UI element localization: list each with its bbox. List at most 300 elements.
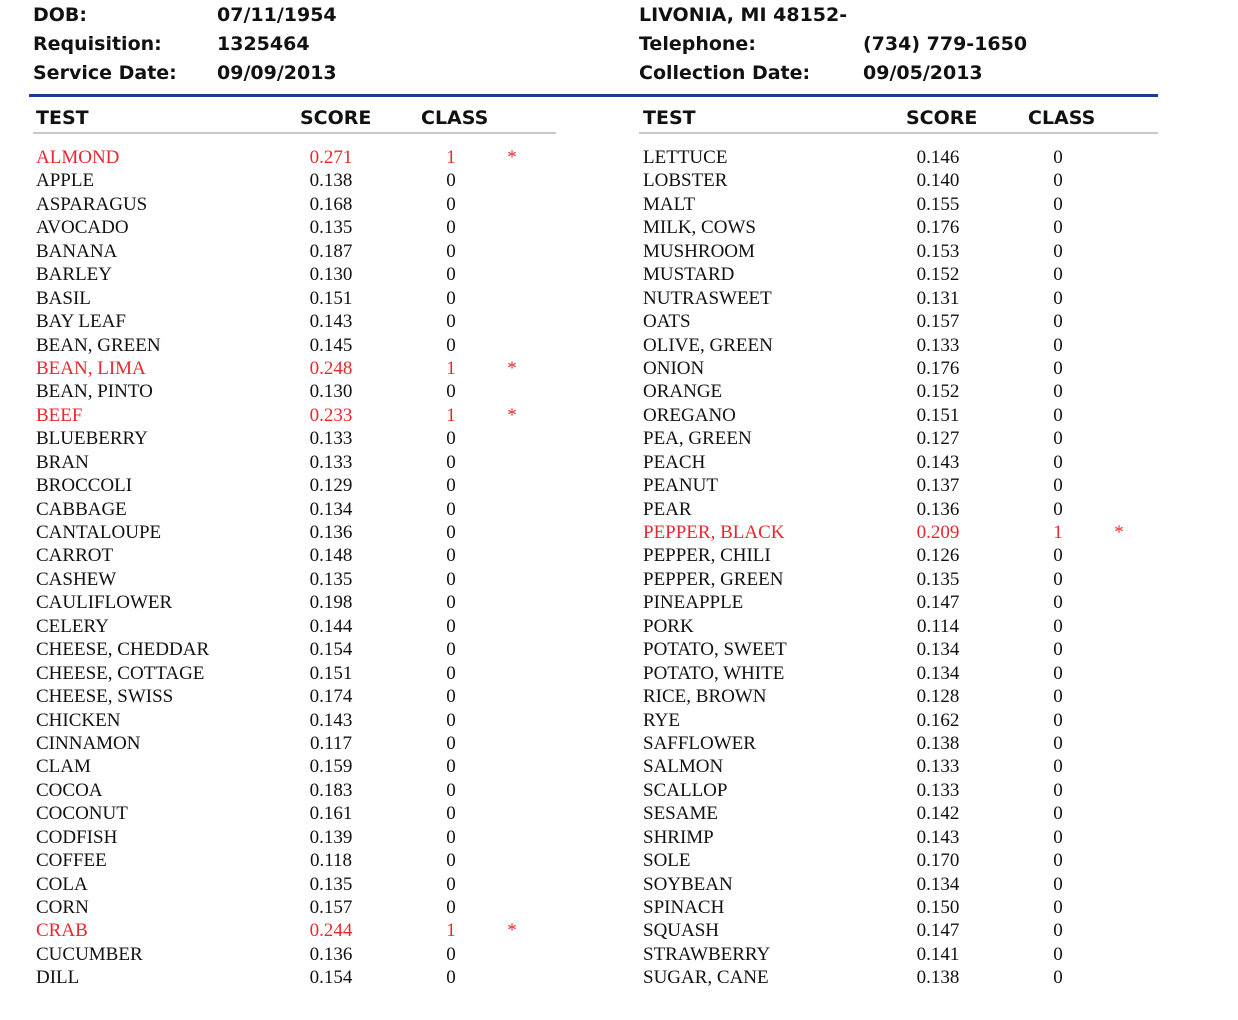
table-row: [643, 169, 1143, 192]
score-value: 0.157: [916, 311, 960, 333]
class-value: 1: [1053, 522, 1063, 543]
score-value: 0.133: [309, 428, 353, 450]
table-row: [36, 521, 536, 544]
test-name: CHEESE, CHEDDAR: [36, 639, 210, 661]
class-value: 0: [446, 709, 456, 731]
test-name: NUTRASWEET: [643, 287, 772, 309]
table-row: [643, 966, 1143, 989]
class-value: 0: [446, 428, 456, 450]
table-row: [643, 357, 1143, 380]
table-row: [36, 240, 536, 263]
test-name: CELERY: [36, 615, 109, 637]
class-value: 0: [446, 967, 456, 989]
table-row: [36, 263, 536, 286]
test-name: POTATO, WHITE: [643, 662, 785, 684]
flag-marker: *: [507, 920, 517, 942]
score-value: 0.135: [916, 568, 960, 590]
test-name: APPLE: [36, 170, 95, 192]
table-row: [36, 334, 536, 357]
left-class-heading: CLASS: [421, 107, 489, 129]
class-value: 0: [446, 545, 456, 567]
class-value: 1: [446, 404, 456, 426]
score-value: 0.209: [916, 522, 960, 543]
table-row: [643, 662, 1143, 685]
test-name: CORN: [36, 897, 89, 918]
test-name: MALT: [643, 193, 696, 215]
table-row: [643, 685, 1143, 708]
score-value: 0.137: [916, 475, 960, 497]
score-value: 0.128: [916, 686, 960, 708]
test-name: SCALLOP: [643, 779, 728, 801]
score-value: 0.148: [309, 545, 353, 567]
left-test-heading: TEST: [36, 107, 89, 129]
address-city-line: LIVONIA, MI 48152-: [639, 4, 848, 26]
test-name: PEAR: [643, 498, 692, 520]
score-value: 0.143: [309, 311, 353, 333]
service-date-label: Service Date:: [33, 62, 177, 84]
score-value: 0.139: [309, 826, 353, 848]
class-value: 0: [446, 732, 456, 754]
class-value: 0: [446, 475, 456, 497]
table-row: [36, 544, 536, 567]
table-row: [36, 498, 536, 521]
table-row: [36, 779, 536, 802]
score-value: 0.135: [309, 217, 353, 239]
table-row: [36, 685, 536, 708]
class-value: 0: [1053, 451, 1063, 473]
test-name: RICE, BROWN: [643, 686, 767, 708]
test-name: CHICKEN: [36, 709, 121, 731]
table-row: [36, 287, 536, 310]
class-value: 1: [446, 920, 456, 942]
table-row: [643, 826, 1143, 849]
score-value: 0.138: [916, 967, 960, 989]
class-value: 0: [1053, 873, 1063, 895]
class-value: 0: [1053, 943, 1063, 965]
telephone-value: (734) 779-1650: [863, 33, 1028, 55]
class-value: 0: [1053, 779, 1063, 801]
class-value: 0: [446, 639, 456, 661]
collection-date-value: 09/05/2013: [863, 62, 983, 84]
score-value: 0.145: [309, 334, 353, 356]
score-value: 0.233: [309, 404, 353, 426]
class-value: 0: [446, 522, 456, 543]
test-name: BEAN, LIMA: [36, 357, 146, 379]
score-value: 0.130: [309, 264, 353, 286]
score-value: 0.248: [309, 357, 353, 379]
score-value: 0.134: [309, 498, 353, 520]
test-name: SALMON: [643, 756, 724, 778]
class-value: 0: [446, 217, 456, 239]
score-value: 0.114: [916, 615, 960, 637]
test-name: CLAM: [36, 756, 91, 778]
test-name: OATS: [643, 311, 691, 333]
class-value: 0: [446, 779, 456, 801]
class-value: 0: [1053, 803, 1063, 825]
table-row: [36, 732, 536, 755]
class-value: 0: [1053, 217, 1063, 239]
table-row: [36, 802, 536, 825]
class-value: 0: [1053, 287, 1063, 309]
class-value: 1: [446, 147, 456, 168]
test-name: CARROT: [36, 545, 114, 567]
left-score-heading: SCORE: [300, 107, 372, 129]
score-value: 0.187: [309, 240, 353, 262]
test-name: PINEAPPLE: [643, 592, 744, 614]
table-row: [36, 474, 536, 497]
class-value: 0: [1053, 475, 1063, 497]
test-name: SOYBEAN: [643, 873, 733, 895]
dob-value: 07/11/1954: [217, 4, 337, 26]
table-row: [36, 849, 536, 872]
table-row: [643, 240, 1143, 263]
table-row: [643, 591, 1143, 614]
score-value: 0.135: [309, 873, 353, 895]
table-row: [643, 451, 1143, 474]
score-value: 0.154: [309, 967, 353, 989]
right-results-table: [643, 146, 1143, 990]
score-value: 0.176: [916, 357, 960, 379]
table-row: [36, 615, 536, 638]
right-class-heading: CLASS: [1028, 107, 1096, 129]
test-name: SESAME: [643, 803, 718, 825]
test-name: SHRIMP: [643, 826, 714, 848]
score-value: 0.150: [916, 897, 960, 918]
table-row: [36, 709, 536, 732]
table-row: [643, 216, 1143, 239]
score-value: 0.168: [309, 193, 353, 215]
header-divider: [29, 94, 1158, 97]
score-value: 0.183: [309, 779, 353, 801]
table-row: [643, 873, 1143, 896]
flag-marker: *: [507, 404, 517, 426]
class-value: 0: [1053, 240, 1063, 262]
score-value: 0.130: [309, 381, 353, 403]
test-name: PEANUT: [643, 475, 718, 497]
table-row: [643, 849, 1143, 872]
class-value: 0: [446, 193, 456, 215]
class-value: 0: [446, 264, 456, 286]
test-name: PEPPER, CHILI: [643, 545, 771, 567]
table-row: [36, 966, 536, 989]
table-row: [643, 615, 1143, 638]
score-value: 0.152: [916, 264, 960, 286]
test-name: MUSHROOM: [643, 240, 755, 262]
score-value: 0.141: [916, 943, 960, 965]
class-value: 0: [1053, 850, 1063, 872]
score-value: 0.198: [309, 592, 353, 614]
test-name: BROCCOLI: [36, 475, 133, 497]
class-value: 0: [446, 451, 456, 473]
flag-marker: *: [507, 147, 517, 168]
table-row: [643, 779, 1143, 802]
test-name: PEPPER, BLACK: [643, 522, 785, 543]
class-value: 0: [446, 311, 456, 333]
class-value: 0: [1053, 193, 1063, 215]
class-value: 0: [1053, 592, 1063, 614]
test-name: CANTALOUPE: [36, 522, 162, 543]
score-value: 0.159: [309, 756, 353, 778]
score-value: 0.153: [916, 240, 960, 262]
score-value: 0.134: [916, 639, 960, 661]
table-row: [643, 732, 1143, 755]
test-name: BEEF: [36, 404, 83, 426]
test-name: SOLE: [643, 850, 691, 872]
dob-label: DOB:: [33, 4, 88, 26]
class-value: 0: [1053, 147, 1063, 168]
right-heading-underline: [639, 132, 1158, 134]
class-value: 0: [1053, 662, 1063, 684]
test-name: LETTUCE: [643, 147, 728, 168]
score-value: 0.154: [309, 639, 353, 661]
test-name: COLA: [36, 873, 88, 895]
score-value: 0.176: [916, 217, 960, 239]
class-value: 0: [446, 240, 456, 262]
score-value: 0.138: [916, 732, 960, 754]
test-name: BRAN: [36, 451, 89, 473]
test-name: PORK: [643, 615, 694, 637]
score-value: 0.140: [916, 170, 960, 192]
class-value: 0: [1053, 897, 1063, 918]
class-value: 0: [1053, 756, 1063, 778]
score-value: 0.146: [916, 147, 960, 168]
table-row: [643, 709, 1143, 732]
test-name: CODFISH: [36, 826, 118, 848]
score-value: 0.127: [916, 428, 960, 450]
service-date-value: 09/09/2013: [217, 62, 337, 84]
table-row: [36, 380, 536, 403]
score-value: 0.118: [309, 850, 353, 872]
table-row: [643, 380, 1143, 403]
class-value: 0: [446, 334, 456, 356]
table-row: [36, 943, 536, 966]
class-value: 0: [1053, 404, 1063, 426]
test-name: CINNAMON: [36, 732, 141, 754]
test-name: ONION: [643, 357, 705, 379]
score-value: 0.151: [916, 404, 960, 426]
table-row: [36, 146, 536, 169]
score-value: 0.157: [309, 897, 353, 918]
class-value: 0: [1053, 381, 1063, 403]
table-row: [36, 755, 536, 778]
test-name: CRAB: [36, 920, 88, 942]
test-name: CAULIFLOWER: [36, 592, 173, 614]
test-name: POTATO, SWEET: [643, 639, 787, 661]
table-row: [36, 404, 536, 427]
score-value: 0.147: [916, 920, 960, 942]
score-value: 0.136: [309, 522, 353, 543]
score-value: 0.162: [916, 709, 960, 731]
score-value: 0.134: [916, 873, 960, 895]
collection-date-label: Collection Date:: [639, 62, 811, 84]
test-name: SPINACH: [643, 897, 725, 918]
class-value: 0: [446, 568, 456, 590]
class-value: 1: [446, 357, 456, 379]
score-value: 0.174: [309, 686, 353, 708]
test-name: ASPARAGUS: [36, 193, 148, 215]
table-row: [643, 638, 1143, 661]
test-name: BASIL: [36, 287, 91, 309]
test-name: PEA, GREEN: [643, 428, 752, 450]
table-row: [643, 568, 1143, 591]
score-value: 0.133: [916, 334, 960, 356]
test-name: BANANA: [36, 240, 118, 262]
class-value: 0: [1053, 334, 1063, 356]
test-name: BEAN, PINTO: [36, 381, 153, 403]
test-name: CHEESE, COTTAGE: [36, 662, 205, 684]
class-value: 0: [1053, 170, 1063, 192]
class-value: 0: [446, 498, 456, 520]
test-name: SAFFLOWER: [643, 732, 756, 754]
class-value: 0: [446, 170, 456, 192]
class-value: 0: [1053, 686, 1063, 708]
table-row: [643, 896, 1143, 919]
score-value: 0.142: [916, 803, 960, 825]
table-row: [36, 169, 536, 192]
test-name: ORANGE: [643, 381, 723, 403]
table-row: [643, 404, 1143, 427]
score-value: 0.133: [916, 756, 960, 778]
class-value: 0: [1053, 967, 1063, 989]
table-row: [36, 568, 536, 591]
table-row: [36, 873, 536, 896]
test-name: COCONUT: [36, 803, 128, 825]
test-name: DILL: [36, 967, 80, 989]
class-value: 0: [446, 615, 456, 637]
test-name: BARLEY: [36, 264, 112, 286]
table-row: [36, 216, 536, 239]
class-value: 0: [446, 662, 456, 684]
score-value: 0.151: [309, 662, 353, 684]
class-value: 0: [1053, 428, 1063, 450]
table-row: [643, 310, 1143, 333]
table-row: [36, 427, 536, 450]
class-value: 0: [446, 756, 456, 778]
test-name: CHEESE, SWISS: [36, 686, 174, 708]
score-value: 0.143: [916, 826, 960, 848]
score-value: 0.133: [916, 779, 960, 801]
table-row: [643, 263, 1143, 286]
class-value: 0: [1053, 920, 1063, 942]
table-row: [36, 591, 536, 614]
score-value: 0.131: [916, 287, 960, 309]
score-value: 0.152: [916, 381, 960, 403]
score-value: 0.136: [916, 498, 960, 520]
table-row: [36, 451, 536, 474]
left-results-table: [36, 146, 536, 990]
score-value: 0.134: [916, 662, 960, 684]
test-name: COFFEE: [36, 850, 107, 872]
test-name: PEACH: [643, 451, 706, 473]
class-value: 0: [1053, 311, 1063, 333]
test-name: BAY LEAF: [36, 311, 126, 333]
right-test-heading: TEST: [643, 107, 696, 129]
class-value: 0: [446, 381, 456, 403]
class-value: 0: [1053, 709, 1063, 731]
test-name: COCOA: [36, 779, 103, 801]
test-name: SQUASH: [643, 920, 720, 942]
class-value: 0: [446, 873, 456, 895]
class-value: 0: [1053, 357, 1063, 379]
score-value: 0.126: [916, 545, 960, 567]
table-row: [643, 521, 1143, 544]
class-value: 0: [446, 803, 456, 825]
table-row: [36, 310, 536, 333]
test-name: STRAWBERRY: [643, 943, 771, 965]
score-value: 0.117: [309, 732, 353, 754]
test-name: CABBAGE: [36, 498, 127, 520]
right-score-heading: SCORE: [906, 107, 978, 129]
class-value: 0: [446, 592, 456, 614]
score-value: 0.136: [309, 943, 353, 965]
table-row: [643, 943, 1143, 966]
flag-marker: *: [507, 357, 517, 379]
score-value: 0.244: [309, 920, 353, 942]
score-value: 0.151: [309, 287, 353, 309]
test-name: BLUEBERRY: [36, 428, 148, 450]
table-row: [643, 474, 1143, 497]
score-value: 0.271: [309, 147, 353, 168]
class-value: 0: [1053, 732, 1063, 754]
test-name: OREGANO: [643, 404, 736, 426]
test-name: PEPPER, GREEN: [643, 568, 784, 590]
table-row: [643, 146, 1143, 169]
test-name: ALMOND: [36, 147, 120, 168]
table-row: [643, 544, 1143, 567]
score-value: 0.138: [309, 170, 353, 192]
class-value: 0: [446, 943, 456, 965]
table-row: [36, 896, 536, 919]
score-value: 0.161: [309, 803, 353, 825]
requisition-label: Requisition:: [33, 33, 162, 55]
score-value: 0.135: [309, 568, 353, 590]
test-name: BEAN, GREEN: [36, 334, 161, 356]
test-name: AVOCADO: [36, 217, 129, 239]
score-value: 0.143: [309, 709, 353, 731]
test-name: CUCUMBER: [36, 943, 143, 965]
table-row: [36, 662, 536, 685]
test-name: MUSTARD: [643, 264, 735, 286]
table-row: [36, 357, 536, 380]
class-value: 0: [1053, 615, 1063, 637]
score-value: 0.133: [309, 451, 353, 473]
test-name: RYE: [643, 709, 680, 731]
class-value: 0: [1053, 639, 1063, 661]
requisition-value: 1325464: [217, 33, 310, 55]
class-value: 0: [1053, 545, 1063, 567]
score-value: 0.144: [309, 615, 353, 637]
class-value: 0: [446, 826, 456, 848]
table-row: [643, 498, 1143, 521]
telephone-label: Telephone:: [639, 33, 756, 55]
class-value: 0: [1053, 498, 1063, 520]
score-value: 0.170: [916, 850, 960, 872]
class-value: 0: [446, 287, 456, 309]
table-row: [36, 826, 536, 849]
table-row: [643, 919, 1143, 942]
table-row: [36, 193, 536, 216]
flag-marker: *: [1114, 522, 1124, 543]
test-name: OLIVE, GREEN: [643, 334, 773, 356]
class-value: 0: [446, 686, 456, 708]
table-row: [643, 287, 1143, 310]
table-row: [643, 802, 1143, 825]
table-row: [36, 919, 536, 942]
score-value: 0.143: [916, 451, 960, 473]
class-value: 0: [1053, 568, 1063, 590]
table-row: [643, 334, 1143, 357]
class-value: 0: [446, 850, 456, 872]
